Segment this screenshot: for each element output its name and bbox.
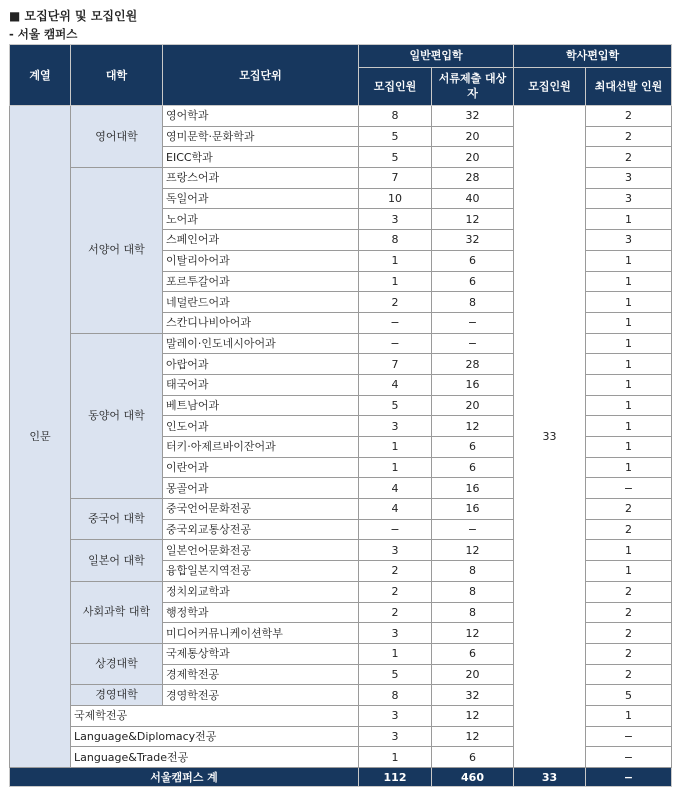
unit-cell: 말레이·인도네시아어과 [163, 333, 359, 354]
max-cell: 1 [586, 561, 672, 582]
quota-cell: 1 [359, 643, 432, 664]
unit-cell: 미디어커뮤니케이션학부 [163, 623, 359, 644]
quota-cell: − [359, 519, 432, 540]
quota-cell: 1 [359, 250, 432, 271]
college-cell: 서양어 대학 [71, 168, 163, 334]
header-field: 계열 [10, 45, 71, 106]
unit-cell: 몽골어과 [163, 478, 359, 499]
docs-cell: 8 [432, 602, 514, 623]
docs-cell: 20 [432, 664, 514, 685]
max-cell: − [586, 747, 672, 768]
quota-cell: 3 [359, 540, 432, 561]
quota-cell: − [359, 312, 432, 333]
header-general-docs: 서류제출 대상자 [432, 67, 514, 105]
max-cell: 3 [586, 188, 672, 209]
max-cell: 2 [586, 519, 672, 540]
page-title: ■ 모집단위 및 모집인원 [9, 9, 138, 23]
max-cell: 1 [586, 374, 672, 395]
docs-cell: 32 [432, 230, 514, 251]
unit-cell: 정치외교학과 [163, 581, 359, 602]
max-cell: − [586, 726, 672, 747]
max-cell: 1 [586, 312, 672, 333]
max-cell: 1 [586, 457, 672, 478]
unit-cell: 융합일본지역전공 [163, 561, 359, 582]
max-cell: 1 [586, 540, 672, 561]
unit-cell: 프랑스어과 [163, 168, 359, 189]
unit-cell: 독일어과 [163, 188, 359, 209]
unit-cell: 베트남어과 [163, 395, 359, 416]
unit-cell: 경제학전공 [163, 664, 359, 685]
quota-cell: 2 [359, 602, 432, 623]
max-cell: 2 [586, 602, 672, 623]
college-cell: 영어대학 [71, 106, 163, 168]
header-college: 대학 [71, 45, 163, 106]
quota-cell: 8 [359, 230, 432, 251]
quota-cell: 3 [359, 209, 432, 230]
college-cell: 동양어 대학 [71, 333, 163, 499]
max-cell: 2 [586, 126, 672, 147]
header-bachelor-max: 최대선발 인원 [586, 67, 672, 105]
docs-cell: 20 [432, 395, 514, 416]
docs-cell: 6 [432, 747, 514, 768]
docs-cell: 6 [432, 457, 514, 478]
docs-cell: 6 [432, 643, 514, 664]
unit-cell: 태국어과 [163, 374, 359, 395]
quota-cell: 3 [359, 623, 432, 644]
total-label: 서울캠퍼스 계 [10, 768, 359, 787]
admission-table [9, 44, 672, 787]
max-cell: 1 [586, 354, 672, 375]
docs-cell: − [432, 312, 514, 333]
quota-cell: 4 [359, 374, 432, 395]
header-general-quota: 모집인원 [359, 67, 432, 105]
docs-cell: 16 [432, 478, 514, 499]
unit-cell: 인도어과 [163, 416, 359, 437]
table-body [10, 106, 672, 787]
max-cell: − [586, 478, 672, 499]
docs-cell: 6 [432, 437, 514, 458]
college-cell: 상경대학 [71, 643, 163, 684]
docs-cell: 6 [432, 271, 514, 292]
max-cell: 2 [586, 106, 672, 127]
total-quota: 112 [359, 768, 432, 787]
docs-cell: 6 [432, 250, 514, 271]
unit-cell: 중국언어문화전공 [163, 499, 359, 520]
unit-cell: 이탈리아어과 [163, 250, 359, 271]
docs-cell: − [432, 519, 514, 540]
unit-cell: 국제학전공 [71, 705, 359, 726]
table-row [10, 106, 672, 127]
docs-cell: 12 [432, 416, 514, 437]
header-bachelor: 학사편입학 [514, 45, 672, 68]
college-cell: 사회과학 대학 [71, 581, 163, 643]
quota-cell: − [359, 333, 432, 354]
unit-cell: EICC학과 [163, 147, 359, 168]
docs-cell: 16 [432, 499, 514, 520]
unit-cell: Language&Diplomacy전공 [71, 726, 359, 747]
max-cell: 1 [586, 705, 672, 726]
max-cell: 1 [586, 271, 672, 292]
unit-cell: Language&Trade전공 [71, 747, 359, 768]
college-cell: 경영대학 [71, 685, 163, 706]
max-cell: 2 [586, 147, 672, 168]
unit-cell: 포르투갈어과 [163, 271, 359, 292]
quota-cell: 3 [359, 416, 432, 437]
header-general: 일반편입학 [359, 45, 514, 68]
max-cell: 1 [586, 416, 672, 437]
total-docs: 460 [432, 768, 514, 787]
docs-cell: 28 [432, 168, 514, 189]
max-cell: 1 [586, 437, 672, 458]
max-cell: 5 [586, 685, 672, 706]
docs-cell: − [432, 333, 514, 354]
quota-cell: 7 [359, 354, 432, 375]
docs-cell: 28 [432, 354, 514, 375]
total-bachelor-max: − [586, 768, 672, 787]
unit-cell: 영어학과 [163, 106, 359, 127]
quota-cell: 2 [359, 561, 432, 582]
docs-cell: 8 [432, 581, 514, 602]
unit-cell: 이란어과 [163, 457, 359, 478]
unit-cell: 경영학전공 [163, 685, 359, 706]
unit-cell: 국제통상학과 [163, 643, 359, 664]
docs-cell: 12 [432, 209, 514, 230]
docs-cell: 12 [432, 540, 514, 561]
max-cell: 1 [586, 250, 672, 271]
quota-cell: 1 [359, 747, 432, 768]
quota-cell: 5 [359, 395, 432, 416]
docs-cell: 20 [432, 126, 514, 147]
unit-cell: 일본언어문화전공 [163, 540, 359, 561]
total-row [10, 768, 672, 787]
quota-cell: 1 [359, 437, 432, 458]
max-cell: 3 [586, 168, 672, 189]
quota-cell: 4 [359, 478, 432, 499]
docs-cell: 40 [432, 188, 514, 209]
quota-cell: 7 [359, 168, 432, 189]
max-cell: 1 [586, 292, 672, 313]
max-cell: 2 [586, 664, 672, 685]
quota-cell: 10 [359, 188, 432, 209]
max-cell: 2 [586, 643, 672, 664]
docs-cell: 8 [432, 292, 514, 313]
max-cell: 2 [586, 623, 672, 644]
max-cell: 1 [586, 333, 672, 354]
unit-cell: 행정학과 [163, 602, 359, 623]
max-cell: 1 [586, 395, 672, 416]
college-cell: 일본어 대학 [71, 540, 163, 581]
unit-cell: 스칸디나비아어과 [163, 312, 359, 333]
quota-cell: 5 [359, 664, 432, 685]
unit-cell: 노어과 [163, 209, 359, 230]
docs-cell: 20 [432, 147, 514, 168]
max-cell: 2 [586, 581, 672, 602]
quota-cell: 1 [359, 271, 432, 292]
docs-cell: 16 [432, 374, 514, 395]
section-subtitle: - 서울 캠퍼스 [9, 27, 78, 41]
max-cell: 2 [586, 499, 672, 520]
docs-cell: 32 [432, 685, 514, 706]
docs-cell: 12 [432, 726, 514, 747]
header-unit: 모집단위 [163, 45, 359, 106]
unit-cell: 네덜란드어과 [163, 292, 359, 313]
docs-cell: 32 [432, 106, 514, 127]
quota-cell: 4 [359, 499, 432, 520]
bachelor-quota-cell: 33 [514, 106, 586, 768]
docs-cell: 12 [432, 705, 514, 726]
quota-cell: 2 [359, 292, 432, 313]
quota-cell: 3 [359, 705, 432, 726]
unit-cell: 터키·아제르바이잔어과 [163, 437, 359, 458]
college-cell: 중국어 대학 [71, 499, 163, 540]
quota-cell: 5 [359, 126, 432, 147]
quota-cell: 8 [359, 685, 432, 706]
docs-cell: 12 [432, 623, 514, 644]
unit-cell: 아랍어과 [163, 354, 359, 375]
max-cell: 1 [586, 209, 672, 230]
docs-cell: 8 [432, 561, 514, 582]
max-cell: 3 [586, 230, 672, 251]
unit-cell: 스페인어과 [163, 230, 359, 251]
quota-cell: 8 [359, 106, 432, 127]
quota-cell: 3 [359, 726, 432, 747]
quota-cell: 1 [359, 457, 432, 478]
quota-cell: 5 [359, 147, 432, 168]
header-bachelor-quota: 모집인원 [514, 67, 586, 105]
total-bachelor-quota: 33 [514, 768, 586, 787]
unit-cell: 영미문학·문화학과 [163, 126, 359, 147]
quota-cell: 2 [359, 581, 432, 602]
field-cell: 인문 [10, 106, 71, 768]
unit-cell: 중국외교통상전공 [163, 519, 359, 540]
